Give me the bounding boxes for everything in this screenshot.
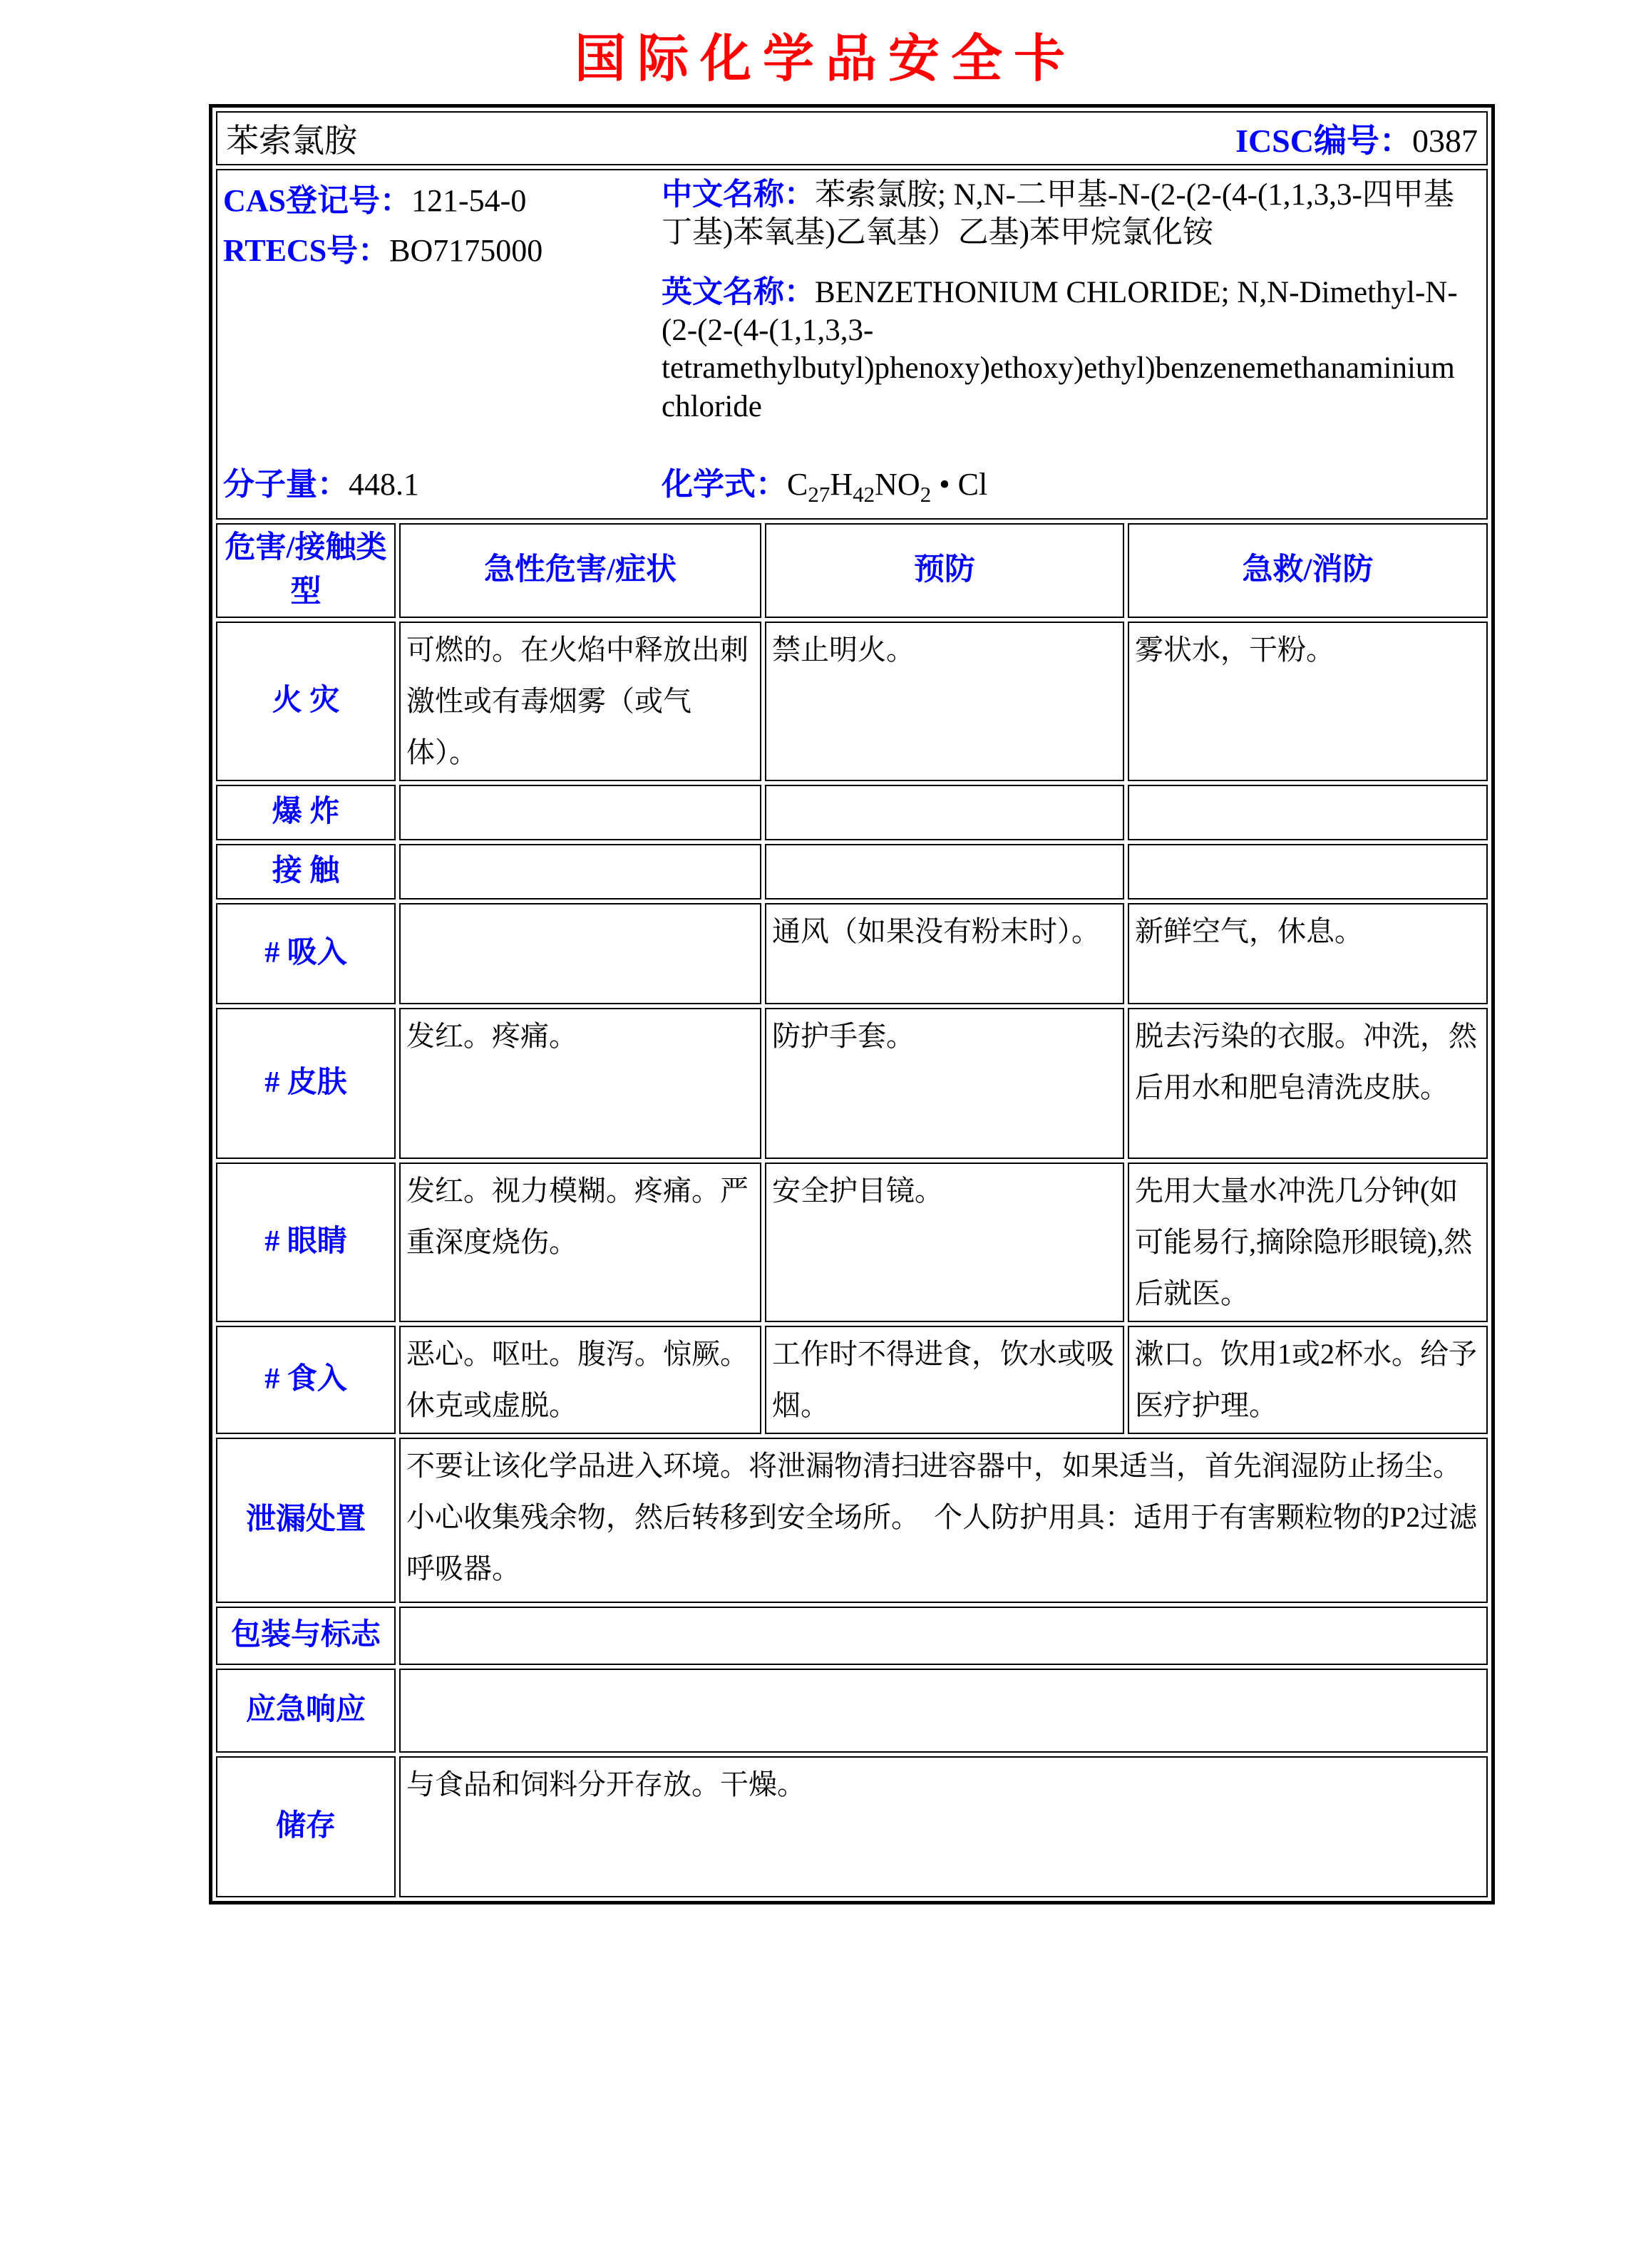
card-header-row xyxy=(216,111,1488,165)
card-header-cell xyxy=(216,111,1488,165)
fire-firstaid: 雾状水，干粉。 xyxy=(1128,622,1488,781)
english-name-label: 英文名称： xyxy=(662,275,815,309)
col-header-type: 危害/接触类型 xyxy=(216,523,396,618)
contact-symptoms xyxy=(399,844,761,900)
english-name-value: BENZETHONIUM CHLORIDE; N,N-Dimethyl-N-(2-(2-(4-(1,1,3,3-tetramethylbutyl)phenoxy)ethoxy)ethyl)benzenemethanaminium chloride xyxy=(662,275,1458,423)
registry-numbers xyxy=(223,176,662,458)
row-fire xyxy=(216,622,1488,781)
col-header-symptoms: 急性危害/症状 xyxy=(399,523,761,618)
spillage-content: 不要让该化学品进入环境。将泄漏物清扫进容器中，如果适当，首先润湿防止扬尘。小心收集残余物，然后转移到安全场所。 个人防护用具：适用于有害颗粒物的P2过滤呼吸器。 xyxy=(399,1438,1488,1603)
explosion-symptoms xyxy=(399,785,761,840)
skin-symptoms: 发红。疼痛。 xyxy=(399,1008,761,1159)
chinese-name-value: 苯索氯胺; N,N-二甲基-N-(2-(2-(4-(1,1,3,3-四甲基丁基)苯氧基)乙氧基）乙基)苯甲烷氯化铵 xyxy=(662,178,1454,250)
inhalation-prevention: 通风（如果没有粉末时）。 xyxy=(765,903,1124,1004)
row-skin xyxy=(216,1008,1488,1159)
chemical-name: 苯索氯胺 xyxy=(226,123,357,159)
row-packaging xyxy=(216,1607,1488,1665)
formula-value: $C_{27}H_{42}NO_2$ • Cl xyxy=(787,467,988,507)
eyes-firstaid: 先用大量水冲洗几分钟(如可能易行,摘除隐形眼镜),然后就医。 xyxy=(1128,1163,1488,1322)
molecular-weight-line xyxy=(223,458,662,504)
col-header-firstaid: 急救/消防 xyxy=(1128,523,1488,618)
ingestion-firstaid: 漱口。饮用1或2杯水。给予医疗护理。 xyxy=(1128,1326,1488,1434)
rtecs-label: RTECS号： xyxy=(223,233,390,269)
storage-content: 与食品和饲料分开存放。干燥。 xyxy=(399,1756,1488,1897)
chinese-name-paragraph xyxy=(662,176,1476,252)
emergency-content xyxy=(399,1669,1488,1753)
formula-label: 化学式： xyxy=(662,467,787,502)
row-storage xyxy=(216,1756,1488,1897)
molecular-weight-value: 448.1 xyxy=(349,467,419,502)
hazard-header-row xyxy=(216,523,1488,618)
contact-prevention xyxy=(765,844,1124,900)
packaging-content xyxy=(399,1607,1488,1665)
inhalation-firstaid: 新鲜空气，休息。 xyxy=(1128,903,1488,1004)
row-label-fire: 火 灾 xyxy=(216,622,396,781)
english-name-paragraph xyxy=(662,274,1476,426)
chinese-name-label: 中文名称： xyxy=(662,178,815,212)
icsc-number-label: ICSC编号： xyxy=(1235,123,1412,159)
cas-line xyxy=(223,176,662,226)
row-label-emergency: 应急响应 xyxy=(216,1669,396,1753)
contact-firstaid xyxy=(1128,844,1488,900)
row-label-explosion: 爆 炸 xyxy=(216,785,396,840)
row-label-spillage: 泄漏处置 xyxy=(216,1438,396,1603)
rtecs-line xyxy=(223,226,662,276)
cas-value: 121-54-0 xyxy=(411,183,527,218)
row-label-eyes: # 眼睛 xyxy=(216,1163,396,1322)
row-eyes xyxy=(216,1163,1488,1322)
chemical-names xyxy=(662,176,1481,458)
explosion-firstaid xyxy=(1128,785,1488,840)
rtecs-value: BO7175000 xyxy=(389,233,543,269)
identity-cell xyxy=(216,169,1488,520)
row-explosion xyxy=(216,785,1488,840)
identity-row xyxy=(216,169,1488,520)
eyes-symptoms: 发红。视力模糊。疼痛。严重深度烧伤。 xyxy=(399,1163,761,1322)
icsc-card-table xyxy=(209,104,1495,1904)
icsc-number-value: 0387 xyxy=(1412,123,1478,159)
row-label-skin: # 皮肤 xyxy=(216,1008,396,1159)
page-title: 国际化学品安全卡 xyxy=(574,31,1076,88)
row-inhalation xyxy=(216,903,1488,1004)
inhalation-symptoms xyxy=(399,903,761,1004)
row-label-contact: 接 触 xyxy=(216,844,396,900)
row-label-inhalation: # 吸入 xyxy=(216,903,396,1004)
row-contact xyxy=(216,844,1488,900)
formula-line xyxy=(662,458,1481,507)
row-ingestion xyxy=(216,1326,1488,1434)
eyes-prevention: 安全护目镜。 xyxy=(765,1163,1124,1322)
row-label-packaging: 包装与标志 xyxy=(216,1607,396,1665)
row-label-ingestion: # 食入 xyxy=(216,1326,396,1434)
row-label-storage: 储存 xyxy=(216,1756,396,1897)
row-spillage xyxy=(216,1438,1488,1603)
ingestion-symptoms: 恶心。呕吐。腹泻。惊厥。休克或虚脱。 xyxy=(399,1326,761,1434)
col-header-prevention: 预防 xyxy=(765,523,1124,618)
molecular-weight-label: 分子量： xyxy=(223,467,349,502)
ingestion-prevention: 工作时不得进食，饮水或吸烟。 xyxy=(765,1326,1124,1434)
icsc-number xyxy=(1235,115,1478,162)
skin-prevention: 防护手套。 xyxy=(765,1008,1124,1159)
cas-label: CAS登记号： xyxy=(223,183,412,218)
fire-prevention: 禁止明火。 xyxy=(765,622,1124,781)
row-emergency xyxy=(216,1669,1488,1753)
explosion-prevention xyxy=(765,785,1124,840)
fire-symptoms: 可燃的。在火焰中释放出刺激性或有毒烟雾（或气体）。 xyxy=(399,622,761,781)
skin-firstaid: 脱去污染的衣服。冲洗，然后用水和肥皂清洗皮肤。 xyxy=(1128,1008,1488,1159)
